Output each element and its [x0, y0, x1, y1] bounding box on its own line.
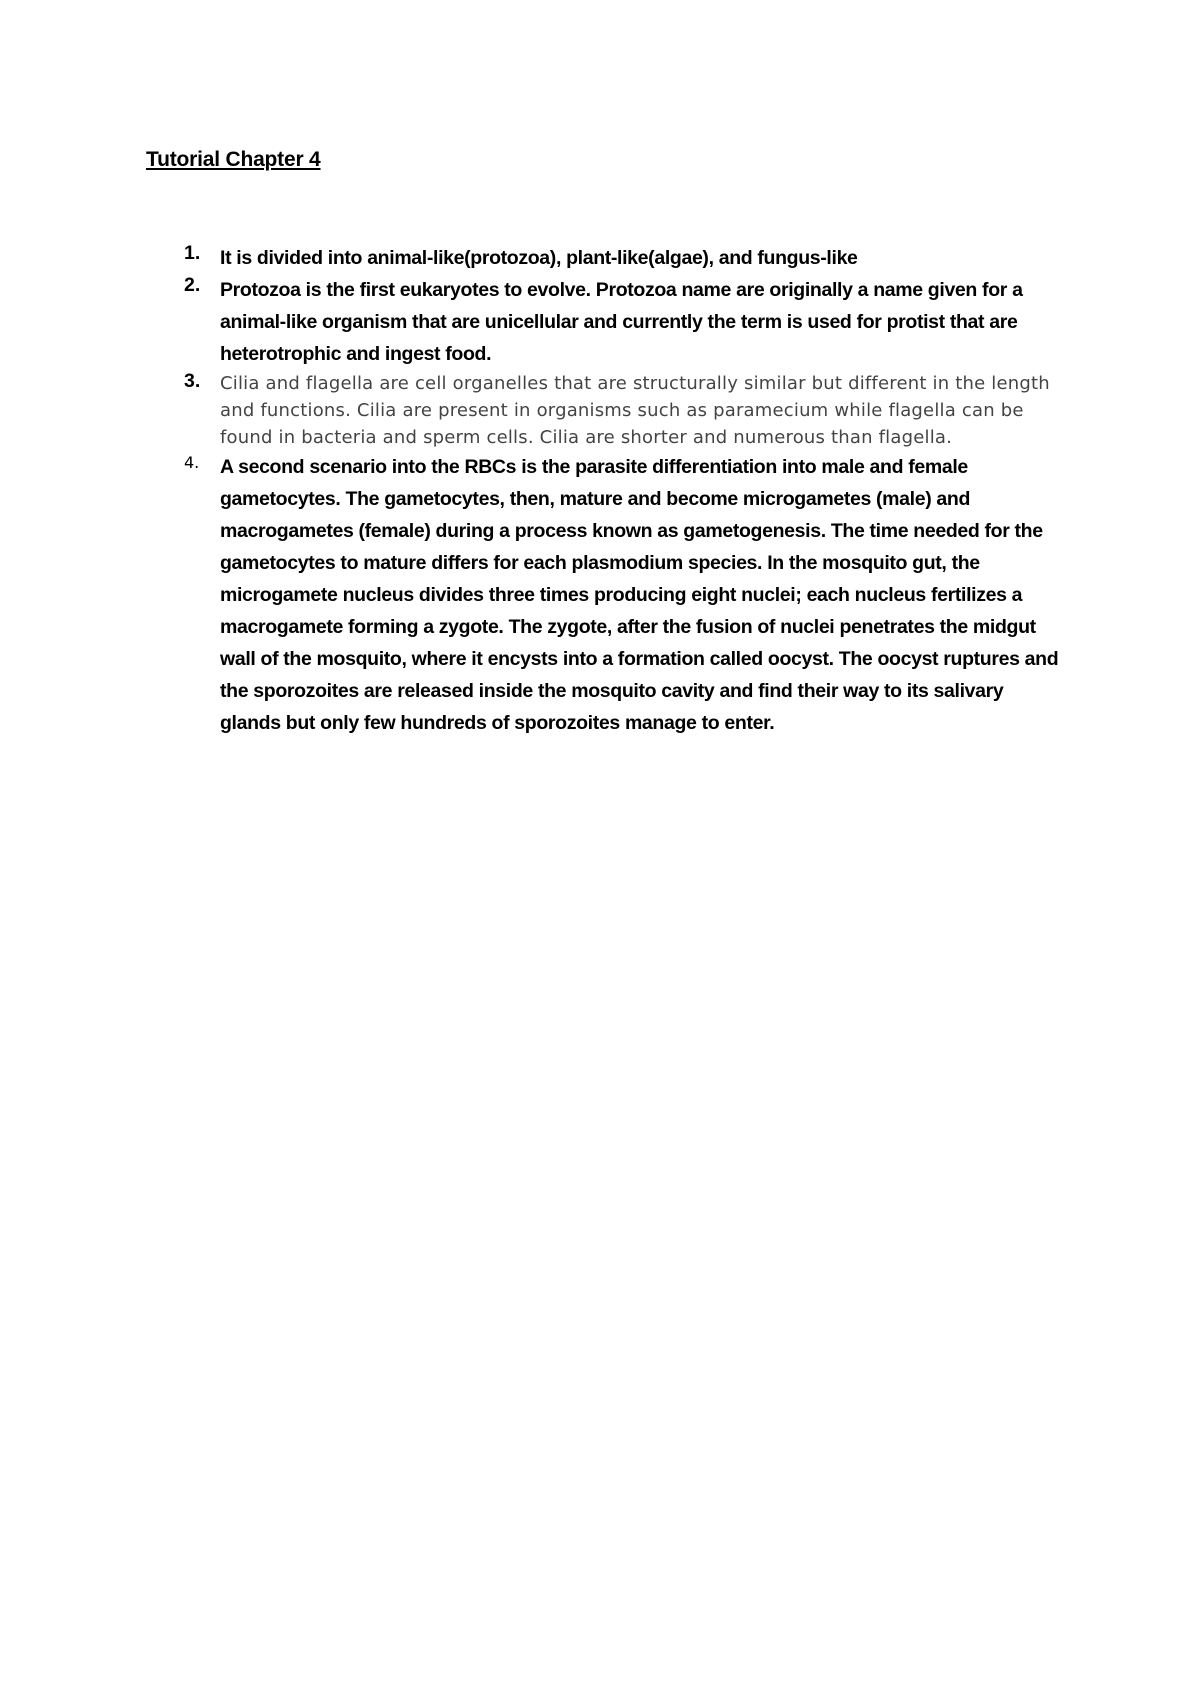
list-item [160, 242, 1060, 274]
page-title: Tutorial Chapter 4 [146, 148, 321, 171]
list-item [160, 274, 1060, 370]
list-item-number: 1. [184, 242, 201, 264]
numbered-list [160, 242, 1060, 739]
list-item-number: 3. [184, 370, 201, 392]
list-item [160, 370, 1060, 451]
list-item-number: 2. [184, 274, 201, 296]
list-item-text: A second scenario into the RBCs is the parasite differentiation into male and female gametocytes. The gametocytes, then, mature and become microgametes (male) and macrogametes (female) during a process known as gametogenesis. The time needed for the gametocytes to mature differs for each plasmodium species. In the mosquito gut, the microgamete nucleus divides three times producing eight nuclei; each nucleus fertilizes a macrogamete forming a zygote. The zygote, after the fusion of nuclei penetrates the midgut wall of the mosquito, where it encysts into a formation called oocyst. The oocyst ruptures and the sporozoites are released inside the mosquito cavity and find their way to its salivary glands but only few hundreds of sporozoites manage to enter. [220, 456, 1059, 734]
list-item-text: Protozoa is the first eukaryotes to evolve. Protozoa name are originally a name given for a animal-like organism that are unicellular and currently the term is used for protist that are heterotrophic and ingest food. [220, 279, 1023, 365]
list-item-text: It is divided into animal-like(protozoa), plant-like(algae), and fungus-like [220, 247, 858, 269]
list-item-number: 4. [184, 453, 200, 472]
list-item-text: Cilia and flagella are cell organelles that are structurally similar but different in the length and functions. Cilia are present in organisms such as paramecium while flagella can be found in bacteria and sperm cells. Cilia are shorter and numerous than flagella. [220, 373, 1050, 448]
list-item [160, 451, 1060, 739]
